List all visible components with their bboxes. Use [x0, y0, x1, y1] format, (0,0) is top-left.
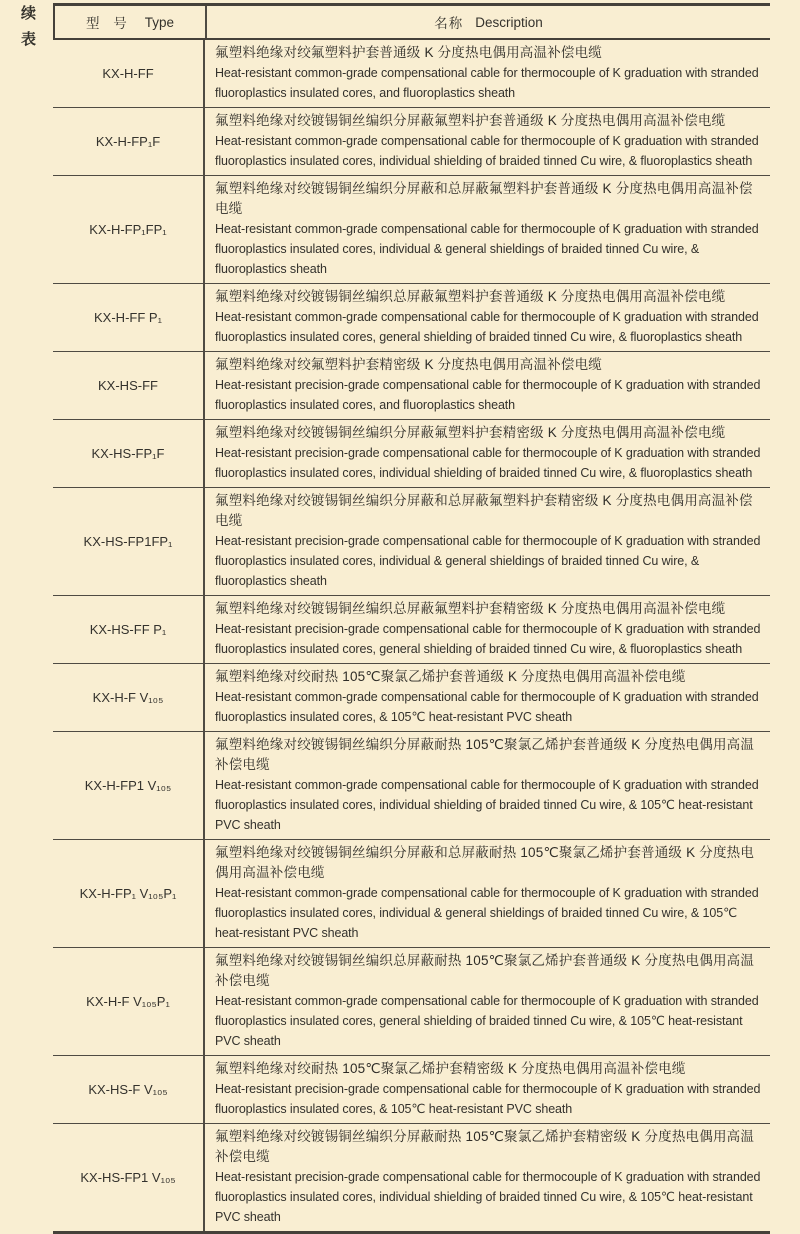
type-cell — [53, 732, 205, 839]
description-english: Heat-resistant common-grade compensational cable for thermocouple of K graduation with stranded fluoroplastics insulated cores, & 105℃ heat-resistant PVC sheath — [215, 690, 759, 724]
description-english: Heat-resistant common-grade compensational cable for thermocouple of K graduation with stranded fluoroplastics insulated cores, general shielding of braided tinned Cu wire, & 105℃ heat-resistant PVC sheath — [215, 994, 759, 1048]
table-row — [53, 839, 770, 947]
description-header-chinese: 名称 — [434, 16, 464, 31]
description-cell — [205, 1056, 770, 1123]
type-cell — [53, 352, 205, 419]
description-chinese: 氟塑料绝缘对绞镀锡铜丝编织总屏蔽氟塑料护套精密级 K 分度热电偶用高温补偿电缆 — [215, 601, 726, 616]
table-body — [53, 40, 770, 1231]
description-cell — [205, 488, 770, 595]
description-header-english: Description — [475, 14, 543, 30]
description-chinese: 氟塑料绝缘对绞镀锡铜丝编织分屏蔽和总屏蔽氟塑料护套普通级 K 分度热电偶用高温补偿电缆 — [215, 181, 753, 216]
cable-type-code: KX-H-FF — [102, 66, 154, 81]
table-row — [53, 1123, 770, 1231]
description-english: Heat-resistant precision-grade compensational cable for thermocouple of K graduation with stranded fluoroplastics insulated cores, individual shielding of braided tinned Cu wire, & fluoroplastics sheath — [215, 446, 761, 480]
description-cell — [205, 596, 770, 663]
table-row — [53, 663, 770, 731]
cable-type-code: KX-H-FP₁ V₁₀₅P₁ — [79, 886, 177, 901]
description-chinese: 氟塑料绝缘对绞镀锡铜丝编织分屏蔽耐热 105℃聚氯乙烯护套普通级 K 分度热电偶用高温补偿电缆 — [215, 737, 755, 772]
description-english: Heat-resistant precision-grade compensational cable for thermocouple of K graduation with stranded fluoroplastics insulated cores, & 105℃ heat-resistant PVC sheath — [215, 1082, 761, 1116]
type-cell — [53, 40, 205, 107]
description-english: Heat-resistant common-grade compensational cable for thermocouple of K graduation with stranded fluoroplastics insulated cores, individual shielding of braided tinned Cu wire, & fluoroplastics sheath — [215, 134, 759, 168]
type-cell — [53, 176, 205, 283]
description-cell — [205, 664, 770, 731]
cable-type-table — [53, 3, 770, 1234]
description-cell — [205, 352, 770, 419]
description-cell — [205, 420, 770, 487]
description-chinese: 氟塑料绝缘对绞镀锡铜丝编织总屏蔽氟塑料护套普通级 K 分度热电偶用高温补偿电缆 — [215, 289, 726, 304]
type-cell — [53, 108, 205, 175]
table-row — [53, 487, 770, 595]
cable-type-code: KX-H-F V₁₀₅P₁ — [86, 994, 170, 1009]
table-row — [53, 419, 770, 487]
cable-type-code: KX-H-FP₁F — [95, 134, 161, 149]
type-cell — [53, 1056, 205, 1123]
cable-type-code: KX-HS-FP₁F — [91, 446, 165, 461]
type-cell — [53, 948, 205, 1055]
continued-table-label — [21, 6, 36, 47]
description-cell — [205, 1124, 770, 1231]
table-row — [53, 107, 770, 175]
type-header-chinese: 型 号 — [85, 16, 132, 31]
table-row — [53, 40, 770, 107]
cable-type-code: KX-HS-F V₁₀₅ — [88, 1082, 168, 1097]
continued-table-char-2: 表 — [21, 31, 37, 48]
description-english: Heat-resistant common-grade compensational cable for thermocouple of K graduation with stranded fluoroplastics insulated cores, general shielding of braided tinned Cu wire, & fluoroplastics sheath — [215, 310, 759, 344]
continued-table-char-1: 续 — [21, 5, 37, 22]
cable-type-code: KX-H-FF P₁ — [94, 310, 162, 325]
description-cell — [205, 108, 770, 175]
description-chinese: 氟塑料绝缘对绞耐热 105℃聚氯乙烯护套普通级 K 分度热电偶用高温补偿电缆 — [215, 669, 686, 684]
description-english: Heat-resistant precision-grade compensational cable for thermocouple of K graduation with stranded fluoroplastics insulated cores, and fluoroplastics sheath — [215, 378, 761, 412]
description-column-header — [207, 6, 770, 38]
description-english: Heat-resistant common-grade compensational cable for thermocouple of K graduation with stranded fluoroplastics insulated cores, individual & general shieldings of braided tinned Cu wire, & fluoroplastics sheath — [215, 222, 759, 276]
description-chinese: 氟塑料绝缘对绞镀锡铜丝编织分屏蔽氟塑料护套普通级 K 分度热电偶用高温补偿电缆 — [215, 113, 726, 128]
description-english: Heat-resistant common-grade compensational cable for thermocouple of K graduation with stranded fluoroplastics insulated cores, and fluoroplastics sheath — [215, 66, 759, 100]
cable-type-code: KX-H-FP₁FP₁ — [89, 222, 167, 237]
description-chinese: 氟塑料绝缘对绞镀锡铜丝编织分屏蔽氟塑料护套精密级 K 分度热电偶用高温补偿电缆 — [215, 425, 726, 440]
cable-type-code: KX-HS-FP1FP₁ — [83, 534, 173, 549]
description-english: Heat-resistant precision-grade compensational cable for thermocouple of K graduation with stranded fluoroplastics insulated cores, general shielding of braided tinned Cu wire, & fluoroplastics sheath — [215, 622, 761, 656]
description-english: Heat-resistant precision-grade compensational cable for thermocouple of K graduation with stranded fluoroplastics insulated cores, individual shielding of braided tinned Cu wire, & 105℃ heat-resistant PVC sheath — [215, 1170, 761, 1224]
description-chinese: 氟塑料绝缘对绞镀锡铜丝编织总屏蔽耐热 105℃聚氯乙烯护套普通级 K 分度热电偶用高温补偿电缆 — [215, 953, 755, 988]
cable-type-code: KX-H-FP1 V₁₀₅ — [84, 778, 172, 793]
type-header-english: Type — [144, 14, 175, 30]
cable-type-code: KX-HS-FF — [98, 378, 158, 393]
table-row — [53, 731, 770, 839]
description-english: Heat-resistant precision-grade compensational cable for thermocouple of K graduation with stranded fluoroplastics insulated cores, individual & general shieldings of braided tinned Cu wire, & fluoroplastics sheath — [215, 534, 761, 588]
description-chinese: 氟塑料绝缘对绞耐热 105℃聚氯乙烯护套精密级 K 分度热电偶用高温补偿电缆 — [215, 1061, 686, 1076]
description-chinese: 氟塑料绝缘对绞镀锡铜丝编织分屏蔽和总屏蔽氟塑料护套精密级 K 分度热电偶用高温补偿电缆 — [215, 493, 753, 528]
cable-type-code: KX-H-F V₁₀₅ — [92, 690, 164, 705]
table-row — [53, 175, 770, 283]
description-english: Heat-resistant common-grade compensational cable for thermocouple of K graduation with stranded fluoroplastics insulated cores, individual shielding of braided tinned Cu wire, & 105℃ heat-resistant PVC sheath — [215, 778, 759, 832]
table-row — [53, 947, 770, 1055]
description-cell — [205, 40, 770, 107]
description-chinese: 氟塑料绝缘对绞氟塑料护套精密级 K 分度热电偶用高温补偿电缆 — [215, 357, 603, 372]
description-chinese: 氟塑料绝缘对绞镀锡铜丝编织分屏蔽耐热 105℃聚氯乙烯护套精密级 K 分度热电偶用高温补偿电缆 — [215, 1129, 755, 1164]
description-chinese: 氟塑料绝缘对绞氟塑料护套普通级 K 分度热电偶用高温补偿电缆 — [215, 45, 603, 60]
table-row — [53, 1055, 770, 1123]
type-cell — [53, 596, 205, 663]
description-cell — [205, 732, 770, 839]
table-header-row — [53, 6, 770, 40]
description-cell — [205, 284, 770, 351]
description-chinese: 氟塑料绝缘对绞镀锡铜丝编织分屏蔽和总屏蔽耐热 105℃聚氯乙烯护套普通级 K 分度热电偶用高温补偿电缆 — [215, 845, 755, 880]
type-cell — [53, 664, 205, 731]
type-cell — [53, 488, 205, 595]
type-cell — [53, 840, 205, 947]
table-row — [53, 595, 770, 663]
cable-type-code: KX-HS-FF P₁ — [89, 622, 167, 637]
description-cell — [205, 840, 770, 947]
type-cell — [53, 1124, 205, 1231]
table-row — [53, 351, 770, 419]
description-cell — [205, 176, 770, 283]
cable-type-code: KX-HS-FP1 V₁₀₅ — [80, 1170, 176, 1185]
type-column-header — [55, 6, 207, 38]
type-cell — [53, 284, 205, 351]
table-row — [53, 283, 770, 351]
description-english: Heat-resistant common-grade compensational cable for thermocouple of K graduation with stranded fluoroplastics insulated cores, individual & general shieldings of braided tinned Cu wire, & 105℃ heat-resistant PVC sheath — [215, 886, 759, 940]
description-cell — [205, 948, 770, 1055]
type-cell — [53, 420, 205, 487]
